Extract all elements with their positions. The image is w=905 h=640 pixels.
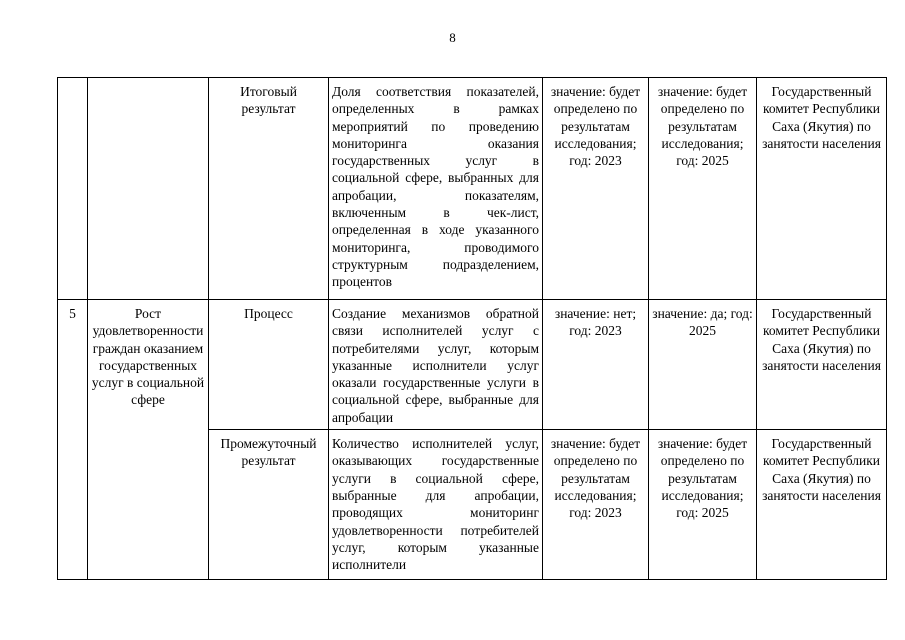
indicator-cell: Создание механизмов обратной связи исполнителей услуг с потребителями услуг, которым указанные исполнители услуг оказали государственные услуги в социальной сфере, выбранные для апробации [329, 300, 543, 430]
indicator-cell: Доля соответствия показателей, определенных в рамках мероприятий по проведению мониторинга оказания государственных услуг в социальной сфере, выбранных для апробации, показателям, включенным в чек-лист, определенная в ходе указанного мониторинга, проводимого структурным подразделением, процентов [329, 78, 543, 300]
stage-cell: Итоговый результат [209, 78, 329, 300]
stage-cell: Процесс [209, 300, 329, 430]
responsible-cell: Государственный комитет Республики Саха (Якутия) по занятости населения [757, 78, 887, 300]
base-value-cell: значение: будет определено по результатам исследования; год: 2023 [543, 78, 649, 300]
base-value-cell: значение: будет определено по результатам исследования; год: 2023 [543, 430, 649, 580]
target-value-cell: значение: да; год: 2025 [649, 300, 757, 430]
table-row [58, 78, 887, 300]
responsible-cell: Государственный комитет Республики Саха (Якутия) по занятости населения [757, 300, 887, 430]
row-number-cell: 5 [58, 300, 88, 580]
target-value-cell: значение: будет определено по результатам исследования; год: 2025 [649, 78, 757, 300]
goal-cell [88, 78, 209, 300]
target-value-cell: значение: будет определено по результатам исследования; год: 2025 [649, 430, 757, 580]
base-value-cell: значение: нет; год: 2023 [543, 300, 649, 430]
goal-cell: Рост удовлетворенности граждан оказанием государственных услуг в социальной сфере [88, 300, 209, 580]
page-number: 8 [449, 30, 456, 45]
table-row [58, 300, 887, 430]
indicators-table [57, 77, 887, 580]
responsible-cell: Государственный комитет Республики Саха (Якутия) по занятости населения [757, 430, 887, 580]
row-number-cell [58, 78, 88, 300]
indicator-cell: Количество исполнителей услуг, оказывающих государственные услуги в социальной сфере, выбранные для апробации, проводящих мониторинг удовлетворенности потребителей услуг, которым указанные исполнители [329, 430, 543, 580]
stage-cell: Промежуточный результат [209, 430, 329, 580]
